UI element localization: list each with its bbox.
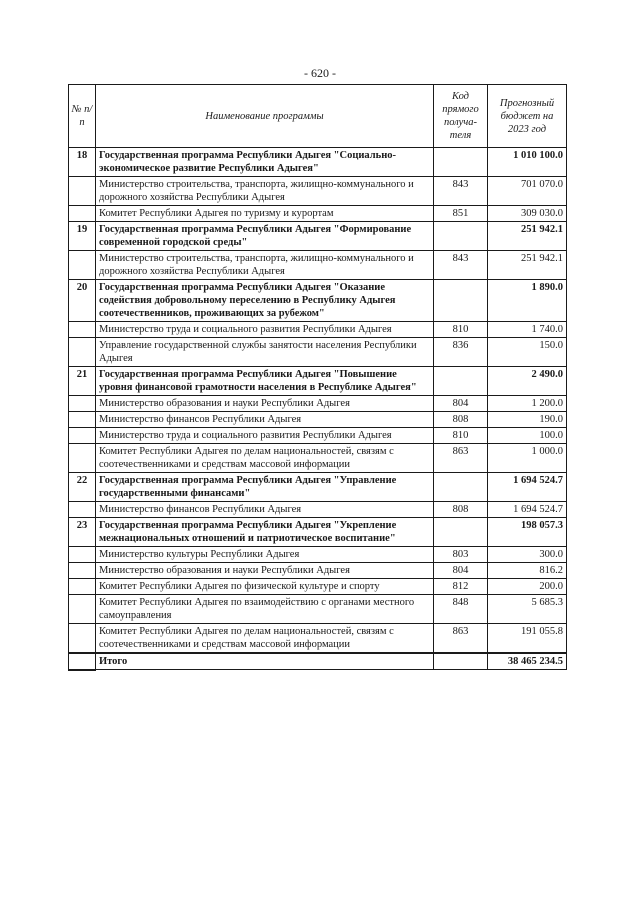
recipient-code: 808 [434, 502, 488, 518]
program-name: Государственная программа Республики Адыгея "Укрепление межнациональных отношений и патриотическое воспитание" [96, 518, 434, 547]
page-number: - 620 - [304, 66, 336, 80]
budget-amount: 1 694 524.7 [488, 473, 567, 502]
recipient-row [69, 624, 567, 654]
budget-amount: 200.0 [488, 579, 567, 595]
row-number: 21 [69, 367, 96, 396]
program-name: Министерство труда и социального развития Республики Адыгея [96, 428, 434, 444]
program-name: Государственная программа Республики Адыгея "Повышение уровня финансовой грамотности населения в Республике Адыгея" [96, 367, 434, 396]
recipient-code [434, 518, 488, 547]
row-number [69, 428, 96, 444]
recipient-row [69, 547, 567, 563]
row-number [69, 338, 96, 367]
total-code-cell [434, 653, 488, 670]
program-name: Государственная программа Республики Адыгея "Формирование современной городской среды" [96, 222, 434, 251]
budget-amount: 1 010 100.0 [488, 148, 567, 177]
recipient-row [69, 251, 567, 280]
program-name: Министерство строительства, транспорта, жилищно-коммунального и дорожного хозяйства Республики Адыгея [96, 177, 434, 206]
recipient-code: 848 [434, 595, 488, 624]
program-name: Министерство финансов Республики Адыгея [96, 412, 434, 428]
total-num-cell [69, 653, 96, 670]
recipient-code: 851 [434, 206, 488, 222]
budget-amount: 1 000.0 [488, 444, 567, 473]
recipient-code [434, 222, 488, 251]
row-number [69, 547, 96, 563]
recipient-code: 843 [434, 177, 488, 206]
row-number [69, 444, 96, 473]
program-row [69, 280, 567, 322]
recipient-row [69, 428, 567, 444]
budget-amount: 1 890.0 [488, 280, 567, 322]
row-number [69, 595, 96, 624]
recipient-code: 810 [434, 322, 488, 338]
budget-amount: 251 942.1 [488, 251, 567, 280]
budget-amount: 150.0 [488, 338, 567, 367]
row-number [69, 624, 96, 654]
row-number: 22 [69, 473, 96, 502]
program-name: Комитет Республики Адыгея по туризму и курортам [96, 206, 434, 222]
recipient-code: 804 [434, 563, 488, 579]
budget-amount: 198 057.3 [488, 518, 567, 547]
recipient-code: 803 [434, 547, 488, 563]
program-name: Комитет Республики Адыгея по делам национальностей, связям с соотечественниками и средствам массовой информации [96, 444, 434, 473]
recipient-row [69, 206, 567, 222]
program-name: Государственная программа Республики Адыгея "Оказание содействия добровольному переселению в Республику Адыгея соотечественников, проживающих за рубежом" [96, 280, 434, 322]
recipient-code: 863 [434, 624, 488, 654]
recipient-row [69, 444, 567, 473]
table-header-row [69, 85, 567, 148]
program-name: Министерство образования и науки Республики Адыгея [96, 563, 434, 579]
row-number [69, 412, 96, 428]
row-number [69, 177, 96, 206]
recipient-code: 804 [434, 396, 488, 412]
program-row [69, 518, 567, 547]
budget-amount: 100.0 [488, 428, 567, 444]
program-name: Министерство строительства, транспорта, жилищно-коммунального и дорожного хозяйства Республики Адыгея [96, 251, 434, 280]
program-row [69, 222, 567, 251]
row-number [69, 563, 96, 579]
budget-amount: 309 030.0 [488, 206, 567, 222]
recipient-row [69, 502, 567, 518]
recipient-row [69, 579, 567, 595]
row-number: 18 [69, 148, 96, 177]
recipient-row [69, 563, 567, 579]
row-number [69, 251, 96, 280]
header-code: Код прямого получа- теля [434, 85, 488, 148]
budget-amount: 300.0 [488, 547, 567, 563]
budget-amount: 5 685.3 [488, 595, 567, 624]
program-name: Министерство образования и науки Республики Адыгея [96, 396, 434, 412]
program-name: Управление государственной службы занятости населения Республики Адыгея [96, 338, 434, 367]
budget-amount: 1 694 524.7 [488, 502, 567, 518]
program-name: Государственная программа Республики Адыгея "Социально-экономическое развитие Республики Адыгея" [96, 148, 434, 177]
row-number [69, 502, 96, 518]
recipient-row [69, 396, 567, 412]
row-number [69, 206, 96, 222]
table-body [69, 148, 567, 654]
row-number [69, 396, 96, 412]
row-number: 19 [69, 222, 96, 251]
budget-amount: 1 200.0 [488, 396, 567, 412]
row-number [69, 322, 96, 338]
recipient-row [69, 412, 567, 428]
budget-amount: 251 942.1 [488, 222, 567, 251]
recipient-code [434, 148, 488, 177]
program-name: Министерство труда и социального развития Республики Адыгея [96, 322, 434, 338]
total-label: Итого [96, 653, 434, 670]
recipient-code [434, 473, 488, 502]
program-name: Комитет Республики Адыгея по делам национальностей, связям с соотечественниками и средствам массовой информации [96, 624, 434, 654]
row-number: 20 [69, 280, 96, 322]
header-sum: Прогнозный бюджет на 2023 год [488, 85, 567, 148]
header-num: № п/п [69, 85, 96, 148]
recipient-code [434, 280, 488, 322]
header-name: Наименование программы [96, 85, 434, 148]
budget-amount: 701 070.0 [488, 177, 567, 206]
budget-amount: 2 490.0 [488, 367, 567, 396]
program-name: Министерство культуры Республики Адыгея [96, 547, 434, 563]
program-row [69, 148, 567, 177]
total-row [69, 653, 567, 670]
budget-amount: 816.2 [488, 563, 567, 579]
recipient-code: 810 [434, 428, 488, 444]
budget-amount: 190.0 [488, 412, 567, 428]
recipient-row [69, 595, 567, 624]
program-name: Министерство финансов Республики Адыгея [96, 502, 434, 518]
program-name: Государственная программа Республики Адыгея "Управление государственными финансами" [96, 473, 434, 502]
total-sum: 38 465 234.5 [488, 653, 567, 670]
recipient-row [69, 322, 567, 338]
row-number: 23 [69, 518, 96, 547]
recipient-code: 808 [434, 412, 488, 428]
budget-amount: 1 740.0 [488, 322, 567, 338]
recipient-code: 812 [434, 579, 488, 595]
recipient-row [69, 338, 567, 367]
program-row [69, 473, 567, 502]
program-name: Комитет Республики Адыгея по физической культуре и спорту [96, 579, 434, 595]
budget-amount: 191 055.8 [488, 624, 567, 654]
program-row [69, 367, 567, 396]
recipient-code [434, 367, 488, 396]
budget-table [68, 84, 567, 671]
recipient-code: 843 [434, 251, 488, 280]
recipient-row [69, 177, 567, 206]
recipient-code: 863 [434, 444, 488, 473]
recipient-code: 836 [434, 338, 488, 367]
row-number [69, 579, 96, 595]
program-name: Комитет Республики Адыгея по взаимодействию с органами местного самоуправления [96, 595, 434, 624]
